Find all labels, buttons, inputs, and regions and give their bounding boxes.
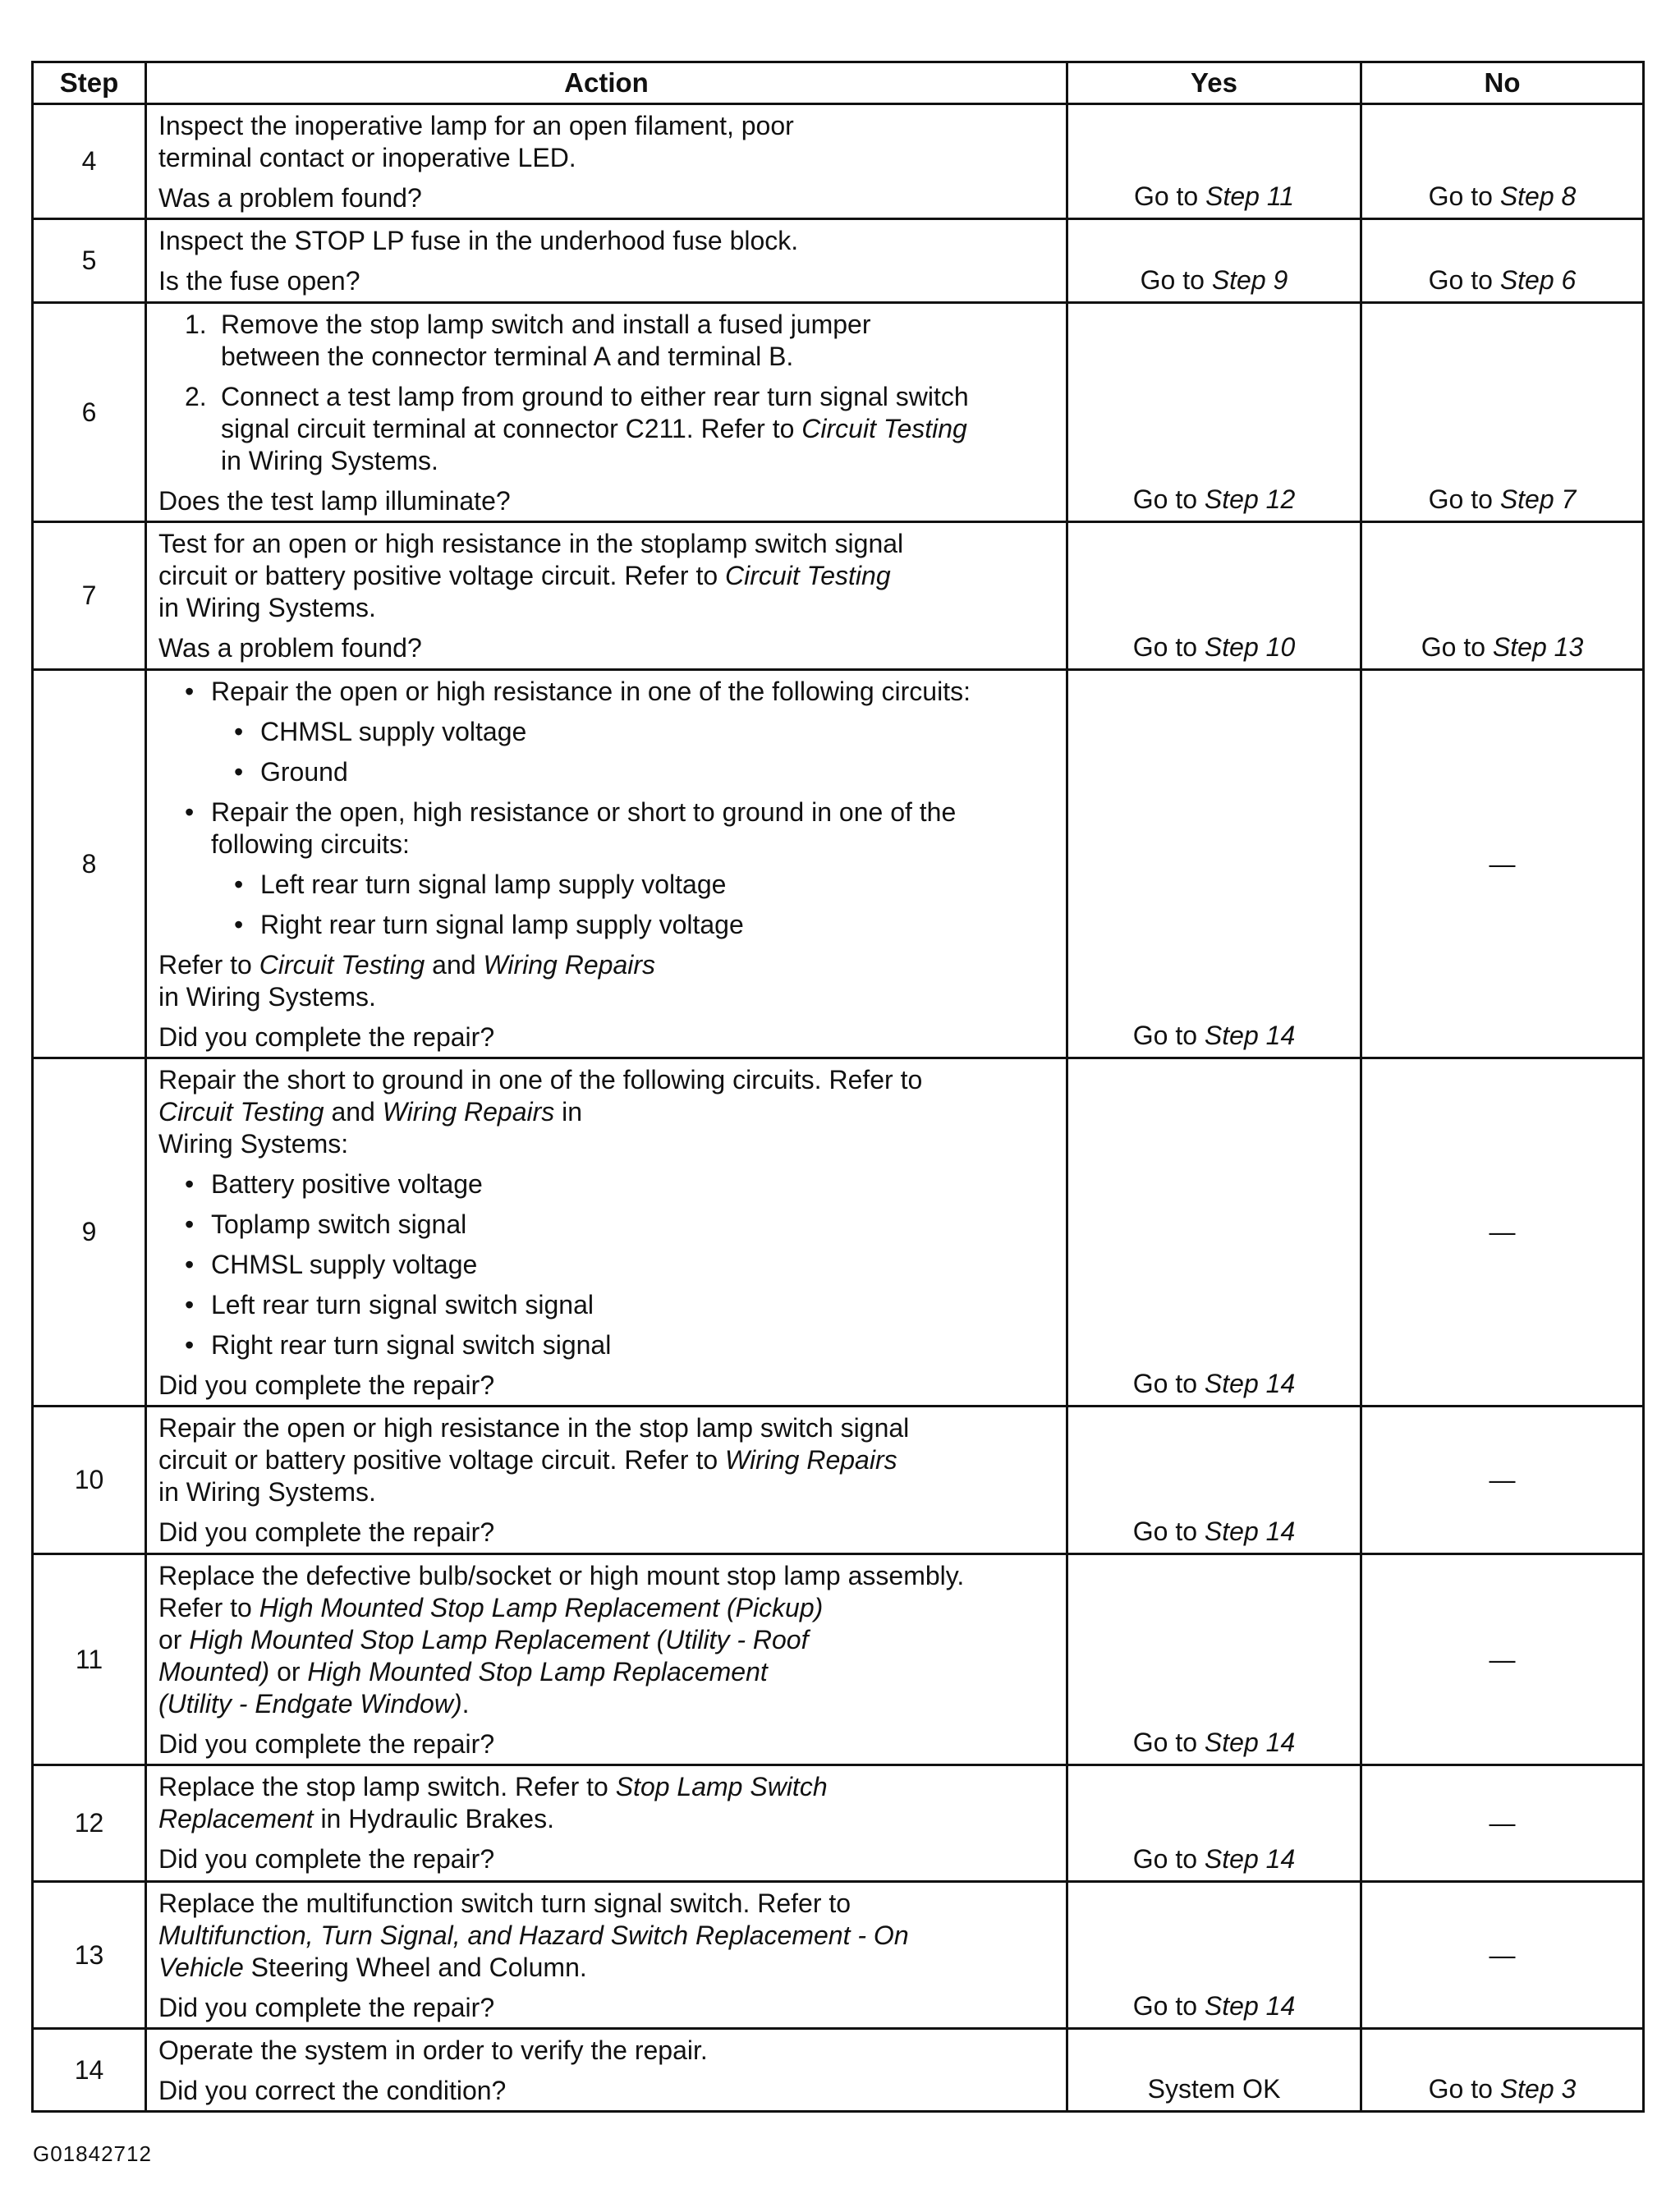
table-row xyxy=(33,1765,1644,1882)
diagnostic-table xyxy=(31,61,1645,2113)
yes-step-ref: Step 14 xyxy=(1204,1517,1296,1546)
yes-result: Go to Step 14 xyxy=(1067,1554,1361,1765)
action-question: Does the test lamp illuminate? xyxy=(158,486,511,516)
action-cell xyxy=(146,1882,1067,2029)
yes-result: Go to Step 10 xyxy=(1067,522,1361,670)
action-question: Did you complete the repair? xyxy=(158,1517,495,1547)
yes-result: Go to Step 14 xyxy=(1067,1765,1361,1882)
step-number: 13 xyxy=(33,1882,146,2029)
no-result: — xyxy=(1361,1554,1644,1765)
no-result: — xyxy=(1361,670,1644,1058)
action-cell xyxy=(146,1407,1067,1554)
action-cell xyxy=(146,670,1067,1058)
yes-result: System OK xyxy=(1067,2029,1361,2112)
action-cell xyxy=(146,522,1067,670)
table-row xyxy=(33,670,1644,1058)
no-result: — xyxy=(1361,1882,1644,2029)
table-row xyxy=(33,303,1644,522)
no-result: — xyxy=(1361,1407,1644,1554)
action-text: Replace the defective bulb/socket or high mount stop lamp assembly. Refer to High Mounted Stop Lamp Replacement (Pickup) or High Mounted Stop Lamp Replacement (Utility - Roof Mounted) or High Mounted Stop Lamp Replacement (Utility - Endgate Window). xyxy=(158,1561,965,1719)
step-number: 4 xyxy=(33,104,146,219)
no-step-ref: Step 6 xyxy=(1499,265,1577,295)
table-row xyxy=(33,2029,1644,2112)
yes-result: Go to Step 11 xyxy=(1067,104,1361,219)
step-number: 9 xyxy=(33,1058,146,1407)
table-row xyxy=(33,1407,1644,1554)
header-row xyxy=(33,62,1644,104)
yes-result: Go to Step 14 xyxy=(1067,1882,1361,2029)
table-row xyxy=(33,219,1644,303)
yes-result: Go to Step 9 xyxy=(1067,219,1361,303)
action-question: Was a problem found? xyxy=(158,633,422,663)
table-row xyxy=(33,1058,1644,1407)
header-no: No xyxy=(1361,62,1644,104)
action-question: Was a problem found? xyxy=(158,183,422,213)
step-number: 8 xyxy=(33,670,146,1058)
action-cell xyxy=(146,219,1067,303)
step-number: 12 xyxy=(33,1765,146,1882)
yes-step-ref: Step 14 xyxy=(1204,1728,1296,1757)
no-result: Go to Step 13 xyxy=(1361,522,1644,670)
action-question: Is the fuse open? xyxy=(158,266,360,296)
step-number: 5 xyxy=(33,219,146,303)
header-yes: Yes xyxy=(1067,62,1361,104)
yes-result: Go to Step 14 xyxy=(1067,1407,1361,1554)
action-text: Inspect the inoperative lamp for an open filament, poor terminal contact or inoperative LED. xyxy=(158,111,794,172)
step-number: 10 xyxy=(33,1407,146,1554)
no-result: Go to Step 6 xyxy=(1361,219,1644,303)
action-question: Did you complete the repair? xyxy=(158,1370,495,1400)
table-row xyxy=(33,522,1644,670)
yes-step-ref: Step 12 xyxy=(1204,484,1296,514)
table-row xyxy=(33,104,1644,219)
action-text: • Repair the open or high resistance in one of the following circuits: • CHMSL supply voltage • Ground • Repair the open, high resistance or short to ground in one of the following circuits: • Left rear turn signal lamp supply voltage • Right rear turn signal lamp supply voltage Refer to Circuit Testing and Wiring Repairs in Wiring Systems. xyxy=(158,677,971,1012)
step-number: 7 xyxy=(33,522,146,670)
action-question: Did you correct the condition? xyxy=(158,2076,507,2105)
action-text: Replace the stop lamp switch. Refer to Stop Lamp Switch Replacement in Hydraulic Brakes. xyxy=(158,1772,828,1833)
yes-step-ref: Step 14 xyxy=(1204,1021,1296,1050)
table-row xyxy=(33,1882,1644,2029)
action-question: Did you complete the repair? xyxy=(158,1729,495,1759)
yes-step-ref: Step 10 xyxy=(1204,632,1296,662)
no-result: Go to Step 7 xyxy=(1361,303,1644,522)
action-text: Repair the open or high resistance in the stop lamp switch signal circuit or battery positive voltage circuit. Refer to Wiring Repairs in Wiring Systems. xyxy=(158,1413,910,1507)
header-action: Action xyxy=(146,62,1067,104)
action-question: Did you complete the repair? xyxy=(158,1844,495,1874)
no-result: Go to Step 3 xyxy=(1361,2029,1644,2112)
action-question: Did you complete the repair? xyxy=(158,1993,495,2022)
step-number: 14 xyxy=(33,2029,146,2112)
no-result: — xyxy=(1361,1765,1644,1882)
action-cell xyxy=(146,303,1067,522)
no-step-ref: Step 3 xyxy=(1499,2074,1577,2104)
no-step-ref: Step 7 xyxy=(1499,484,1577,514)
figure-id: G01842712 xyxy=(33,2141,152,2166)
action-text: Inspect the STOP LP fuse in the underhood fuse block. xyxy=(158,226,799,255)
yes-step-ref: Step 14 xyxy=(1204,1369,1296,1398)
no-step-ref: Step 13 xyxy=(1492,632,1584,662)
action-question: Did you complete the repair? xyxy=(158,1022,495,1052)
header-step: Step xyxy=(33,62,146,104)
yes-result: Go to Step 14 xyxy=(1067,1058,1361,1407)
step-number: 11 xyxy=(33,1554,146,1765)
action-text: Repair the short to ground in one of the following circuits. Refer to Circuit Testing and Wiring Repairs in Wiring Systems: • Battery positive voltage • Toplamp switch signal • CHMSL supply voltage • Left rear turn signal switch signal • Right rear turn signal switch signal xyxy=(158,1065,923,1360)
action-cell xyxy=(146,1058,1067,1407)
yes-result: Go to Step 14 xyxy=(1067,670,1361,1058)
no-step-ref: Step 8 xyxy=(1499,181,1577,211)
yes-step-ref: Step 14 xyxy=(1204,1844,1296,1874)
action-text: Replace the multifunction switch turn signal switch. Refer to Multifunction, Turn Signal, and Hazard Switch Replacement - On Vehicle Steering Wheel and Column. xyxy=(158,1888,909,1982)
table-row xyxy=(33,1554,1644,1765)
no-result: — xyxy=(1361,1058,1644,1407)
action-cell xyxy=(146,2029,1067,2112)
action-text: 1. Remove the stop lamp switch and install a fused jumper between the connector terminal A and terminal B. 2. Connect a test lamp from ground to either rear turn signal switch signal circuit terminal at connector C211. Refer to Circuit Testing in Wiring Systems. xyxy=(185,310,969,475)
action-cell xyxy=(146,1554,1067,1765)
step-number: 6 xyxy=(33,303,146,522)
action-text: Operate the system in order to verify the repair. xyxy=(158,2035,708,2065)
action-cell xyxy=(146,104,1067,219)
action-text: Test for an open or high resistance in the stoplamp switch signal circuit or battery positive voltage circuit. Refer to Circuit Testing in Wiring Systems. xyxy=(158,529,904,622)
yes-result: Go to Step 12 xyxy=(1067,303,1361,522)
yes-step-ref: Step 14 xyxy=(1204,1991,1296,2021)
no-result: Go to Step 8 xyxy=(1361,104,1644,219)
yes-step-ref: Step 11 xyxy=(1205,181,1295,211)
yes-step-ref: Step 9 xyxy=(1211,265,1288,295)
action-cell xyxy=(146,1765,1067,1882)
